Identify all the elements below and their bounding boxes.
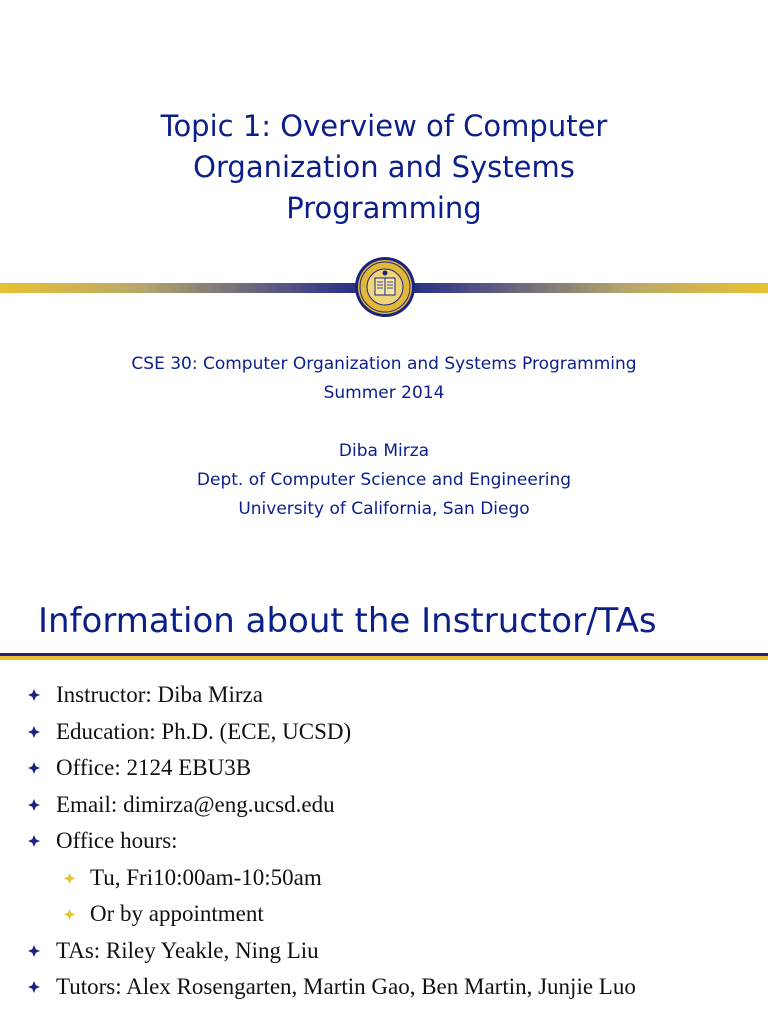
diamond-bullet-icon	[28, 689, 40, 701]
diamond-bullet-icon	[28, 762, 40, 774]
bullet-list	[0, 677, 768, 1006]
diamond-bullet-icon	[28, 799, 40, 811]
diamond-bullet-icon	[28, 835, 40, 847]
bullet-text: Office: 2124 EBU3B	[56, 755, 252, 780]
diamond-bullet-icon	[64, 909, 75, 920]
bullet-text: Tu, Fri10:00am-10:50am	[90, 864, 322, 890]
bullet-item	[0, 714, 768, 751]
diamond-bullet-icon	[28, 726, 40, 738]
bullet-item	[0, 787, 768, 824]
bullet-text: TAs: Riley Yeakle, Ning Liu	[56, 937, 319, 963]
course-info	[0, 350, 768, 408]
bullet-text: Email: dimirza@eng.ucsd.edu	[56, 791, 335, 817]
bullet-item	[0, 677, 768, 714]
slide-heading: Information about the Instructor/TAs	[38, 601, 657, 641]
author-university: University of California, San Diego	[238, 499, 530, 519]
title-line: Programming	[286, 191, 482, 225]
diamond-bullet-icon	[64, 873, 75, 884]
author-info	[0, 437, 768, 524]
diamond-bullet-icon	[28, 945, 40, 957]
bullet-text: Instructor: Diba Mirza	[56, 682, 263, 707]
bullet-item	[0, 750, 768, 787]
heading-rule	[0, 653, 768, 660]
sub-bullet-item	[0, 896, 768, 933]
title-line: Organization and Systems	[193, 150, 575, 184]
slide-title	[0, 106, 768, 229]
title-line: Topic 1: Overview of Computer	[160, 109, 608, 143]
course-term: Summer 2014	[323, 383, 445, 403]
diamond-bullet-icon	[28, 981, 40, 993]
bullet-text: Tutors: Alex Rosengarten, Martin Gao, Ben Martin, Junjie Luo	[56, 974, 636, 999]
bullet-item	[0, 823, 768, 860]
bullet-text: Or by appointment	[90, 901, 264, 926]
sub-bullet-item	[0, 860, 768, 897]
info-slide	[0, 580, 768, 1024]
bullet-text: Office hours:	[56, 828, 178, 853]
author-department: Dept. of Computer Science and Engineering	[196, 470, 572, 490]
bullet-item	[0, 933, 768, 970]
bullet-item	[0, 969, 768, 1006]
author-name: Diba Mirza	[338, 441, 430, 461]
course-name: CSE 30: Computer Organization and Systems Programming	[131, 354, 637, 374]
university-seal-icon	[354, 256, 416, 318]
bullet-text: Education: Ph.D. (ECE, UCSD)	[56, 718, 352, 744]
